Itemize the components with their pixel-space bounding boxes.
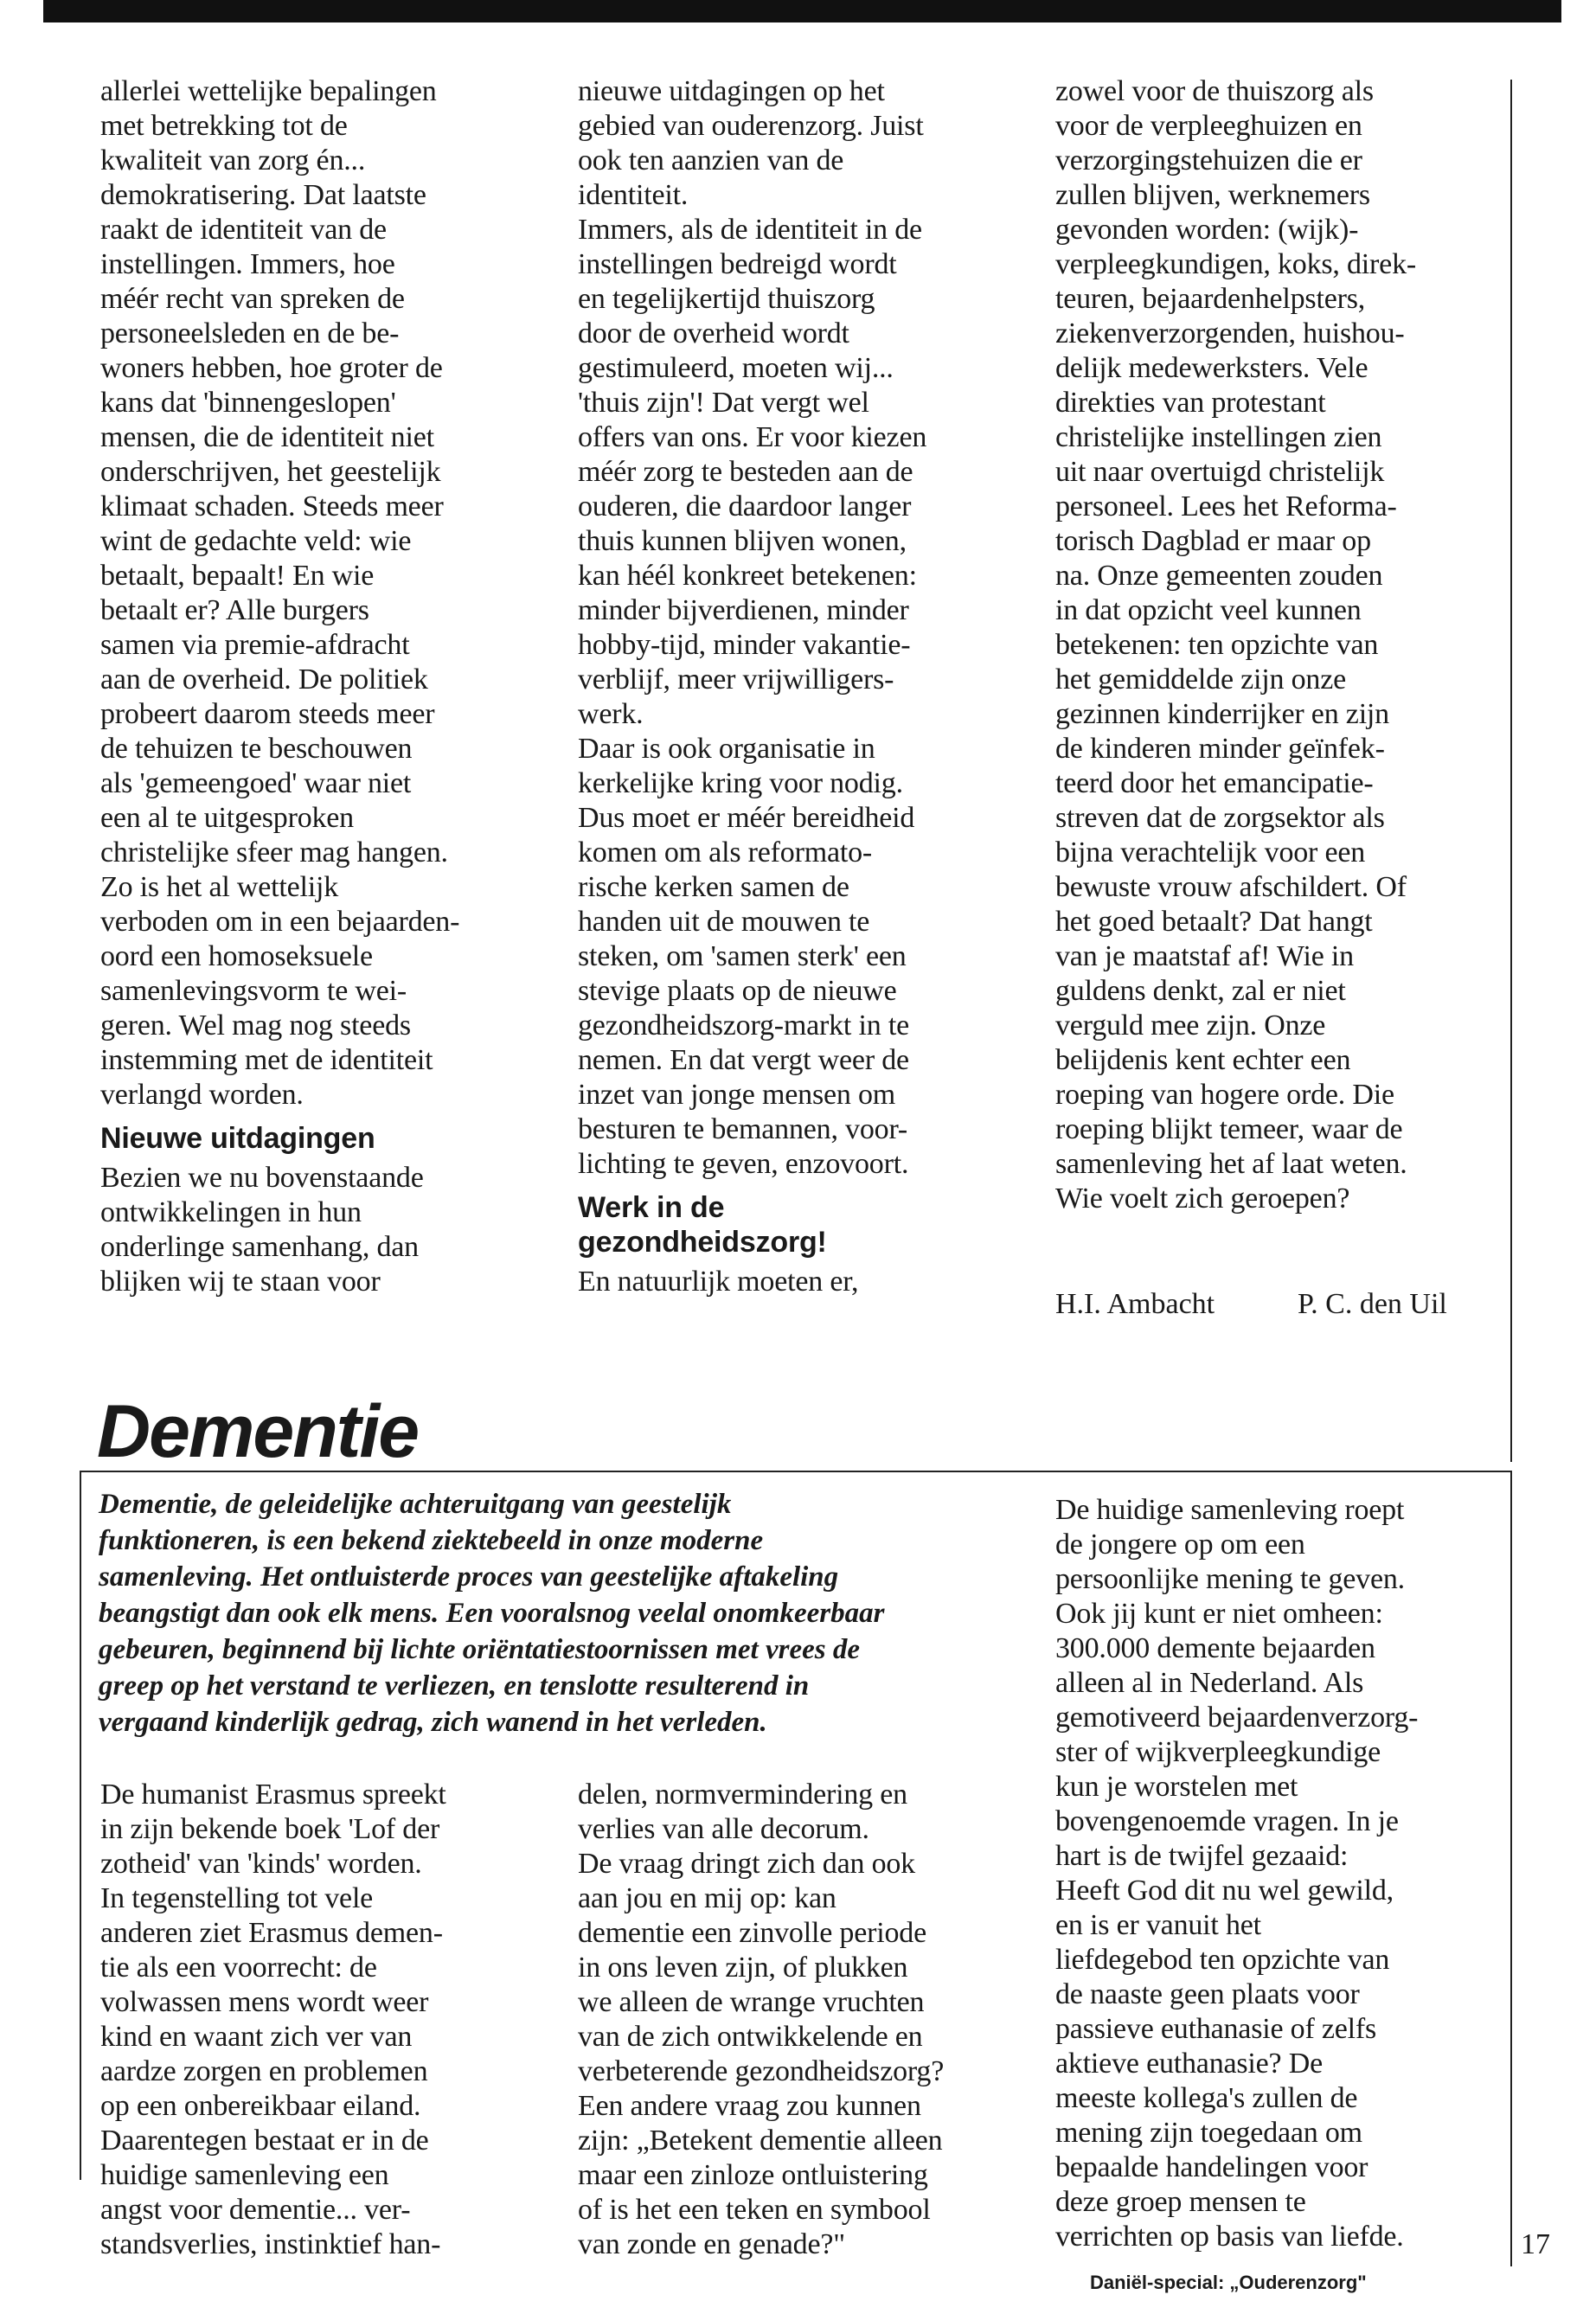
lower-column-2 xyxy=(578,1778,1019,2262)
upper-column-3 xyxy=(1055,74,1505,1216)
upper-column-2 xyxy=(578,74,1019,1299)
upper-column-2-text: nieuwe uitdagingen op het gebied van ouderenzorg. Juist ook ten aanzien van de identiteit. Immers, als de identiteit in de instellingen bedreigd wordt en tegelijkertijd thuiszorg door de overheid wordt gestimuleerd, moeten wij... 'thuis zijn'! Dat vergt wel offers van ons. Er voor kiezen méér zorg te besteden aan de ouderen, die daardoor langer thuis kunnen blijven wonen, kan héél konkreet betekenen: minder bijverdienen, minder hobby-tijd, minder vakantie- verblijf, meer vrijwilligers- werk. Daar is ook organisatie in kerkelijke kring voor nodig. Dus moet er méér bereidheid komen om als reformato- rische kerken samen de handen uit de mouwen te steken, om 'samen sterk' een stevige plaats op de nieuwe gezondheidszorg-markt in te nemen. En dat vergt weer de inzet van jonge mensen om besturen te bemannen, voor- lichting te geven, enzovoort. xyxy=(578,75,927,1180)
article-lead: Dementie, de geleidelijke achteruitgang van geestelijk funktioneren, is een bekend ziektebeeld in onze moderne samenleving. Het ontluisterde proces van geestelijke aftakeling beangstigt dan ook elk mens. Een vooralsnog veelal onomkeerbaar gebeuren, beginnend bij lichte oriëntatiestoornissen met vrees de greep op het verstand te verliezen, en tenslotte resulterend in vergaand kinderlijk gedrag, zich wanend in het verleden. xyxy=(99,1489,885,1738)
upper-column-3-text: zowel voor de thuiszorg als voor de verpleeghuizen en verzorgingstehuizen die er zullen blijven, werknemers gevonden worden: (wijk)- verpleegkundigen, koks, direk- teuren, bejaardenhelpsters, ziekenverzorgenden, huishou- delijk medewerksters. Vele direkties van protestant christelijke instellingen zien uit naar overtuigd christelijk personeel. Lees het Reforma- torisch Dagblad er maar op na. Onze gemeenten zouden in dat opzicht veel kunnen betekenen: ten opzichte van het gemiddelde zijn onze gezinnen kinderrijker en zijn de kinderen minder geïnfek- teerd door het emancipatie- streven dat de zorgsektor als bijna verachtelijk voor een bewuste vrouw afschildert. Of het goed betaalt? Dat hangt van je maatstaf af! Wie in guldens denkt, zal er niet verguld mee zijn. Onze belijdenis kent echter een roeping van hogere orde. Die roeping blijkt temeer, waar de samenleving het af laat weten. Wie voelt zich geroepen? xyxy=(1055,75,1416,1215)
top-bar xyxy=(43,0,1561,22)
signature-place: H.I. Ambacht xyxy=(1055,1288,1215,1320)
page-number: 17 xyxy=(1521,2228,1550,2260)
right-column-rule-top xyxy=(1510,80,1512,1462)
lower-column-3-text: De huidige samenleving roept de jongere op om een persoonlijke mening te geven. Ook jij kunt er niet omheen: 300.000 demente bejaarden alleen al in Nederland. Als gemotiveerd bejaardenverzorg- ster of wijkverpleegkundige kun je worstelen met bovengenoemde vragen. In je hart is de twijfel gezaaid: Heeft God dit nu wel gewild, en is er vanuit het liefdegebod ten opzichte van de naaste geen plaats voor passieve euthanasie of zelfs aktieve euthanasie? De meeste kollega's zullen de mening zijn toegedaan om bepaalde handelingen voor deze groep mensen te verrichten op basis van liefde. xyxy=(1055,1494,1419,2253)
left-rule-bottom xyxy=(80,1471,81,2180)
lower-column-2-text: delen, normvermindering en verlies van alle decorum. De vraag dringt zich dan ook aan jou en mij op: kan dementie een zinvolle periode in ons leven zijn, of plukken we alleen de wrange vruchten van de zich ontwikkelende en verbeterende gezondheidszorg? Een andere vraag zou kunnen zijn: „Betekent dementie alleen maar een zinloze ontluistering of is het een teken en symbool van zonde en genade?" xyxy=(578,1779,945,2260)
lower-column-3 xyxy=(1055,1493,1505,2254)
upper-column-1-text: allerlei wettelijke bepalingen met betrekking tot de kwaliteit van zorg én... demokratisering. Dat laatste raakt de identiteit van de instellingen. Immers, hoe méér recht van spreken de personeelsleden en de be- woners hebben, hoe groter de kans dat 'binnengeslopen' mensen, die de identiteit niet onderschrijven, het geestelijk klimaat schaden. Steeds meer wint de gedachte veld: wie betaalt, bepaalt! En wie betaalt er? Alle burgers samen via premie-afdracht aan de overheid. De politiek probeert daarom steeds meer de tehuizen te beschouwen als 'gemeengoed' waar niet een al te uitgesproken christelijke sfeer mag hangen. Zo is het al wettelijk verboden om in een bejaarden- oord een homoseksuele samenlevingsvorm te wei- geren. Wel mag nog steeds instemming met de identiteit verlangd worden. xyxy=(100,75,460,1111)
article-title: Dementie xyxy=(97,1390,419,1473)
section-heading-werk: Werk in de gezondheidszorg! xyxy=(578,1191,827,1259)
section-heading-nieuwe-uitdagingen: Nieuwe uitdagingen xyxy=(100,1122,375,1155)
upper-column-2-continued: En natuurlijk moeten er, xyxy=(578,1266,859,1298)
lower-column-1 xyxy=(100,1778,542,2262)
lower-column-1-text: De humanist Erasmus spreekt in zijn bekende boek 'Lof der zotheid' van 'kinds' worden. In tegenstelling tot vele anderen ziet Erasmus demen- tie als een voorrecht: de volwassen mens wordt weer kind en waant zich ver van aardze zorgen en problemen op een onbereikbaar eiland. Daarentegen bestaat er in de huidige samenleving een angst voor dementie... ver- standsverlies, instinktief han- xyxy=(100,1779,446,2260)
upper-column-1 xyxy=(100,74,542,1299)
signature-name: P. C. den Uil xyxy=(1298,1288,1447,1320)
upper-column-1-continued: Bezien we nu bovenstaande ontwikkelingen in hun onderlinge samenhang, dan blijken wij te staan voor xyxy=(100,1162,424,1298)
footer-label: Daniël-special: „Ouderenzorg" xyxy=(1090,2272,1367,2293)
right-column-rule-bottom xyxy=(1510,1471,1512,2266)
